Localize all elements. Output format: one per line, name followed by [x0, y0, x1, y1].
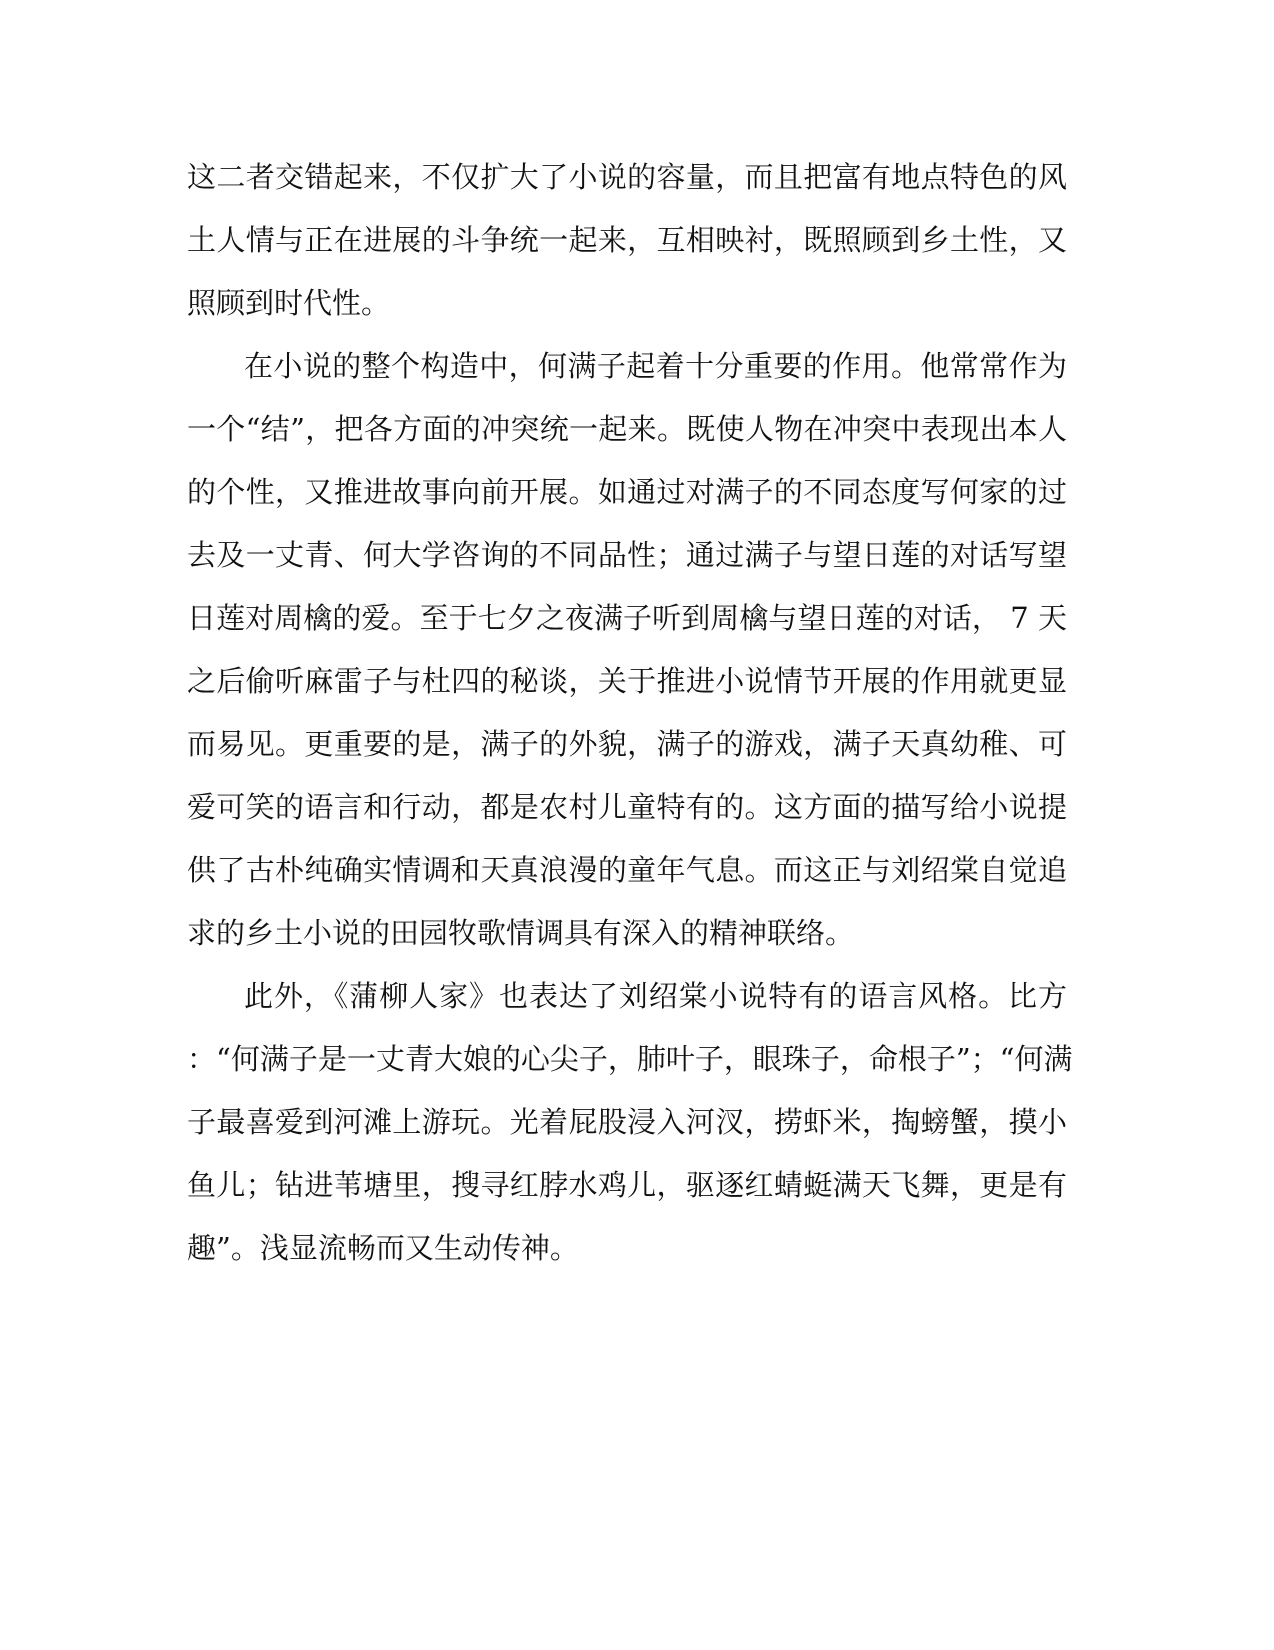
text-line: 趣”。浅显流畅而又生动传神。 [187, 1231, 579, 1265]
text-line: 这二者交错起来，不仅扩大了小说的容量，而且把富有地点特色的风 [187, 160, 1067, 194]
text-line: 的个性，又推进故事向前开展。如通过对满子的不同态度写何家的过 [187, 475, 1067, 509]
text-line: 之后偷听麻雷子与杜四的秘谈，关于推进小说情节开展的作用就更显 [187, 664, 1067, 698]
text-line: 子最喜爱到河滩上游玩。光着屁股浸入河汊，捞虾米，掏螃蟹，摸小 [187, 1105, 1067, 1139]
text-line: 鱼儿；钻进苇塘里，搜寻红脖水鸡儿，驱逐红蜻蜓满天飞舞，更是有 [187, 1168, 1067, 1202]
text-line: 而易见。更重要的是，满子的外貌，满子的游戏，满子天真幼稚、可 [187, 727, 1067, 761]
text-line: 供了古朴纯确实情调和天真浪漫的童年气息。而这正与刘绍棠自觉追 [187, 853, 1067, 887]
text-line: 日莲对周檎的爱。至于七夕之夜满子听到周檎与望日莲的对话， 7 天 [187, 601, 1067, 635]
text-line: 求的乡土小说的田园牧歌情调具有深入的精神联络。 [187, 916, 855, 950]
text-line: 在小说的整个构造中，何满子起着十分重要的作用。他常常作为 [244, 349, 1067, 383]
text-line: 爱可笑的语言和行动，都是农村儿童特有的。这方面的描写给小说提 [187, 790, 1067, 824]
text-line: 土人情与正在进展的斗争统一起来，互相映衬，既照顾到乡土性，又 [187, 223, 1067, 257]
text-line: 去及一丈青、何大学咨询的不同品性；通过满子与望日莲的对话写望 [187, 538, 1067, 572]
text-line: ：“何满子是一丈青大娘的心尖子，肺叶子，眼珠子，命根子”；“何满 [187, 1042, 1073, 1076]
text-line: 此外，《蒲柳人家》也表达了刘绍棠小说特有的语言风格。比方 [244, 979, 1067, 1013]
text-line: 一个“结”，把各方面的冲突统一起来。既使人物在冲突中表现出本人 [187, 412, 1067, 446]
text-line: 照顾到时代性。 [187, 286, 391, 320]
